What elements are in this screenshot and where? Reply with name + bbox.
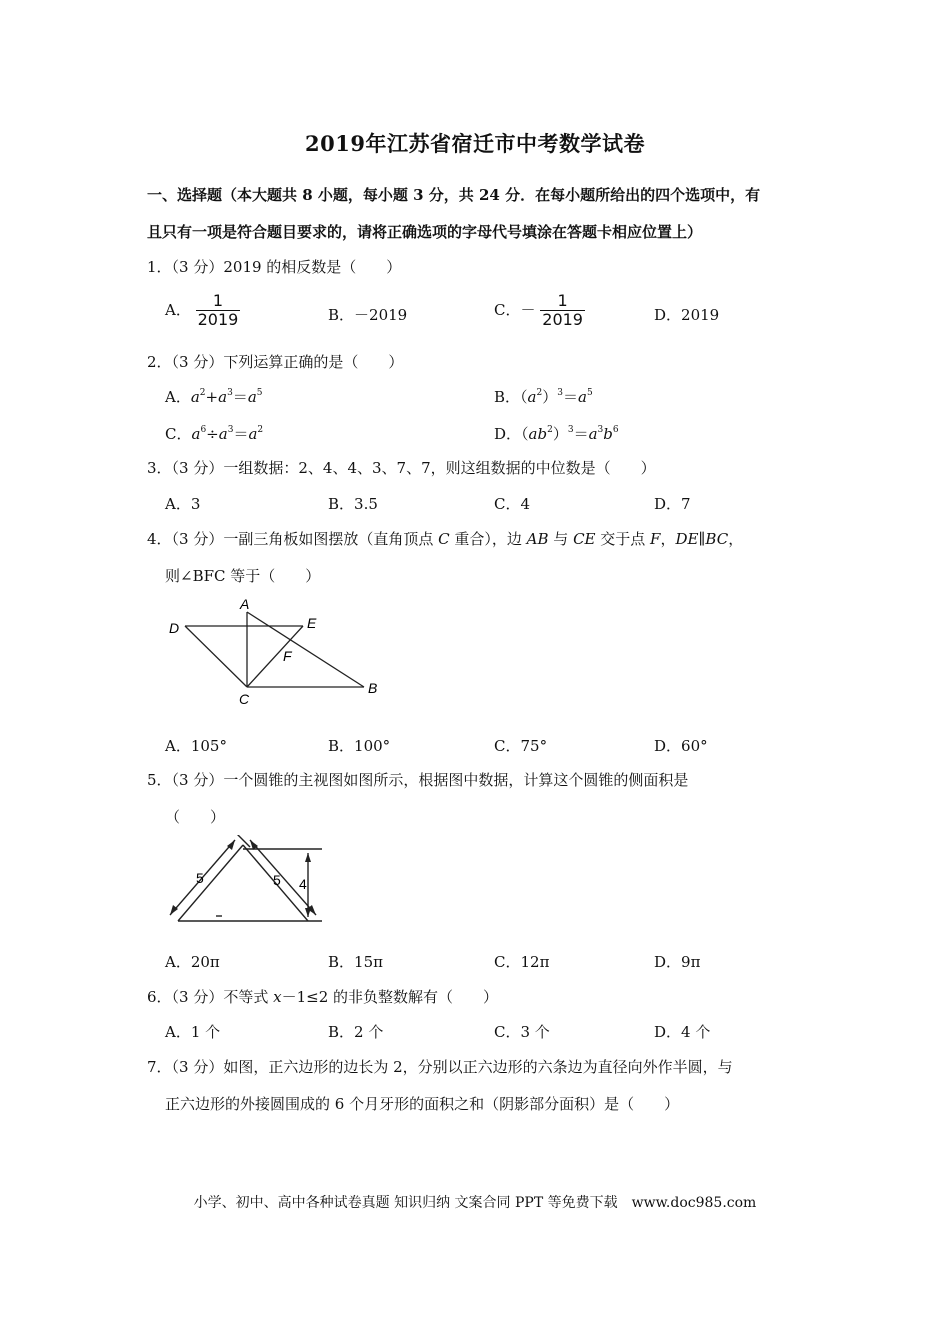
- question-6-stem: 6．（3 分）不等式 x－1≤2 的非负整数解有（ ）: [147, 988, 499, 1006]
- question-4-stem-line2: 则∠BFC 等于（ ）: [165, 567, 321, 585]
- section-header-line1: 一、选择题（本大题共 8 小题，每小题 3 分，共 24 分．在每小题所给出的四个选项中，有: [147, 186, 761, 204]
- q3-option-a: A．3: [165, 495, 201, 513]
- segment-ce: [247, 626, 303, 687]
- label-a: A: [240, 596, 250, 612]
- question-2-stem: 2．（3 分）下列运算正确的是（ ）: [147, 353, 404, 371]
- q6-option-b: B．2 个: [328, 1023, 384, 1041]
- label-e: E: [307, 615, 317, 631]
- q2-option-b: B．$(a^2)^3=a^5$: [494, 388, 593, 406]
- cone-left-side: [178, 845, 243, 921]
- q1-option-c-label: C．－: [494, 300, 536, 319]
- q3-option-c: C．4: [494, 495, 531, 513]
- q1-option-d: D．2019: [654, 306, 720, 324]
- q2-option-d: D．$(ab^2)^3=a^3b^6$: [494, 425, 619, 443]
- question-5-stem-line2: （ ）: [165, 808, 226, 826]
- segment-dc: [185, 626, 247, 687]
- segment-ab: [247, 612, 364, 687]
- label-c: C: [239, 691, 250, 707]
- question-4-stem-line1: 4．（3 分）一副三角板如图摆放（直角顶点 C 重合），边 AB 与 CE 交于点 F，DE∥BC，: [147, 530, 744, 548]
- question-5-stem-line1: 5．（3 分）一个圆锥的主视图如图所示，根据图中数据，计算这个圆锥的侧面积是: [147, 771, 689, 789]
- label-slant-left: 5: [196, 870, 204, 886]
- q4-option-c: C．75°: [494, 737, 548, 755]
- section-header-line2: 且只有一项是符合题目要求的，请将正确选项的字母代号填涂在答题卡相应位置上）: [147, 223, 703, 241]
- q1-option-a: [165, 292, 240, 330]
- question-1-stem: 1．（3 分）2019 的相反数是（ ）: [147, 258, 402, 276]
- q5-option-c: C．12π: [494, 953, 550, 971]
- q6-option-a: A．1 个: [165, 1023, 221, 1041]
- page-footer: 小学、初中、高中各种试卷真题 知识归纳 文案合同 PPT 等免费下载 www.doc985.com: [193, 1195, 757, 1211]
- question-3-stem: 3．（3 分）一组数据：2、4、4、3、7、7，则这组数据的中位数是（ ）: [147, 459, 656, 477]
- q3-option-d: D．7: [654, 495, 691, 513]
- label-f: F: [283, 648, 292, 664]
- q1-a-numerator: 1: [212, 291, 224, 310]
- question-7-stem-line1: 7．（3 分）如图，正六边形的边长为 2，分别以正六边形的六条边为直径向外作半圆，与: [147, 1058, 733, 1076]
- q1-option-c-fraction: [540, 292, 585, 330]
- q5-cone-figure: [160, 835, 335, 935]
- q4-option-a: A．105°: [165, 737, 227, 755]
- q1-option-b: B．－2019: [328, 306, 408, 324]
- q1-c-denominator: 2019: [542, 310, 583, 330]
- q2-option-c: C．$a^6\div a^3=a^2$: [165, 425, 264, 443]
- q6-option-c: C．3 个: [494, 1023, 550, 1041]
- q1-option-a-fraction: [196, 292, 241, 330]
- label-height: 4: [299, 876, 307, 892]
- q5-option-b: B．15π: [328, 953, 383, 971]
- page-title: 2019年江苏省宿迁市中考数学试卷: [305, 131, 645, 156]
- q5-option-d: D．9π: [654, 953, 701, 971]
- q4-option-b: B．100°: [328, 737, 391, 755]
- q1-option-a-label: A．: [165, 300, 191, 319]
- q1-c-numerator: 1: [557, 291, 568, 310]
- q3-option-b: B．3.5: [328, 495, 378, 513]
- q4-triangle-figure: [160, 595, 390, 710]
- q5-option-a: A．20π: [165, 953, 220, 971]
- label-d: D: [169, 620, 180, 636]
- q1-option-c: [494, 292, 585, 330]
- label-slant-right: 5: [273, 872, 281, 888]
- q2-option-a: A．$a^2+a^3=a^5$: [165, 388, 263, 406]
- q4-option-d: D．60°: [654, 737, 708, 755]
- q1-a-denominator: 2019: [197, 310, 239, 330]
- label-b: B: [368, 680, 378, 696]
- q6-option-d: D．4 个: [654, 1023, 711, 1041]
- question-7-stem-line2: 正六边形的外接圆围成的 6 个月牙形的面积之和（阴影部分面积）是（ ）: [165, 1095, 680, 1113]
